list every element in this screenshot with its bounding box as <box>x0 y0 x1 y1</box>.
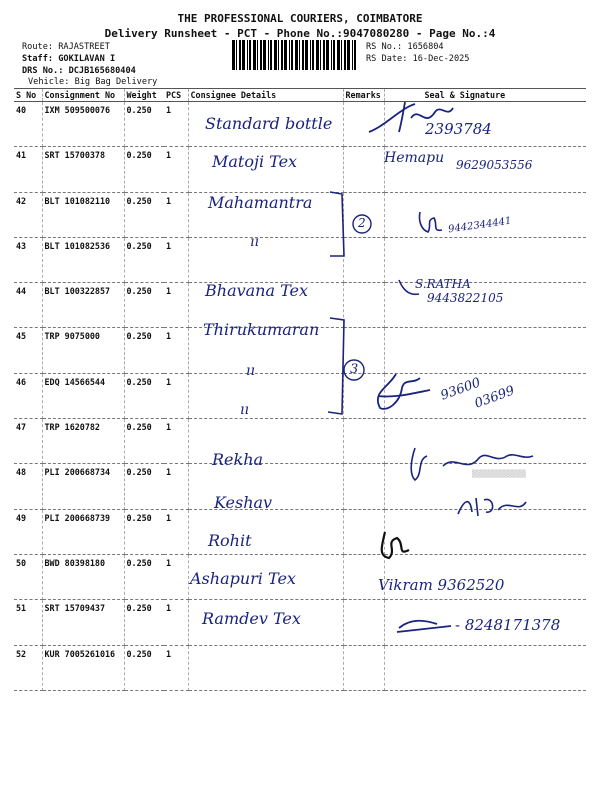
cell-weight: 0.250 <box>124 464 164 509</box>
consignee-40: Standard bottle <box>205 114 333 133</box>
cell-sno: 49 <box>14 509 42 554</box>
company-title: THE PROFESSIONAL COURIERS, COIMBATORE <box>177 12 423 25</box>
rs-date: RS Date: 16-Dec-2025 <box>366 54 470 64</box>
cell-pcs: 1 <box>164 237 188 282</box>
consignee-43: ıı <box>250 234 259 250</box>
col-seal: Seal & Signature <box>384 89 586 102</box>
cell-sno: 43 <box>14 237 42 282</box>
drs-label: DRS No.: DCJB165680404 <box>22 66 136 76</box>
rs-number: RS No.: 1656804 <box>366 42 444 52</box>
cell-consignment: TRP 9075000 <box>42 328 124 373</box>
cell-consignment: SRT 15709437 <box>42 600 124 645</box>
signature-46-phone-b: 03699 <box>472 383 517 412</box>
cell-weight: 0.250 <box>124 373 164 418</box>
signature-49 <box>450 490 530 520</box>
signature-44-name: S.RATHA <box>415 277 471 291</box>
cell-pcs: 1 <box>164 645 188 690</box>
cell-weight: 0.250 <box>124 328 164 373</box>
table-header <box>14 89 586 102</box>
cell-remarks <box>343 600 384 645</box>
cell-pcs: 1 <box>164 328 188 373</box>
cell-pcs: 1 <box>164 147 188 192</box>
cell-sno: 48 <box>14 464 42 509</box>
table-row <box>14 237 586 282</box>
signature-51: Vikram 9362520 <box>378 576 505 594</box>
cell-consignment: SRT 15700378 <box>42 147 124 192</box>
cell-pcs: 1 <box>164 373 188 418</box>
cell-pcs: 1 <box>164 102 188 147</box>
cell-consignment: BWD 80398180 <box>42 554 124 599</box>
cell-sno: 45 <box>14 328 42 373</box>
cell-weight: 0.250 <box>124 419 164 464</box>
signature-46 <box>370 368 440 418</box>
signature-52-mark <box>395 614 455 638</box>
col-remarks: Remarks <box>343 89 384 102</box>
signature-41-name: Hemapu <box>384 150 445 166</box>
cell-sno: 44 <box>14 283 42 328</box>
cell-seal <box>384 328 586 373</box>
col-consignee: Consignee Details <box>188 89 343 102</box>
cell-weight: 0.250 <box>124 102 164 147</box>
cell-sno: 47 <box>14 419 42 464</box>
signature-44-phone: 9443822105 <box>427 291 504 305</box>
consignee-41: Matoji Tex <box>212 152 298 171</box>
cell-sno: 46 <box>14 373 42 418</box>
cell-pcs: 1 <box>164 464 188 509</box>
group-number-1: 2 <box>358 216 366 230</box>
consignee-47: ıı <box>240 402 249 418</box>
cell-consignment: BLT 101082536 <box>42 237 124 282</box>
cell-consignee <box>188 645 343 690</box>
cell-weight: 0.250 <box>124 237 164 282</box>
cell-sno: 40 <box>14 102 42 147</box>
cell-weight: 0.250 <box>124 192 164 237</box>
cell-pcs: 1 <box>164 192 188 237</box>
cell-pcs: 1 <box>164 283 188 328</box>
col-weight: Weight <box>124 89 164 102</box>
barcode-image <box>232 40 360 70</box>
cell-pcs: 1 <box>164 509 188 554</box>
cell-consignment: BLT 101082110 <box>42 192 124 237</box>
signature-43-phone: 9442344441 <box>447 215 513 236</box>
staff-label: Staff: GOKILAVAN I <box>22 54 116 64</box>
consignee-52: Ramdev Tex <box>202 609 301 628</box>
cell-remarks <box>343 419 384 464</box>
cell-sno: 41 <box>14 147 42 192</box>
cell-pcs: 1 <box>164 419 188 464</box>
cell-pcs: 1 <box>164 554 188 599</box>
cell-remarks <box>343 645 384 690</box>
cell-weight: 0.250 <box>124 283 164 328</box>
cell-weight: 0.250 <box>124 645 164 690</box>
table-row <box>14 645 586 690</box>
cell-remarks <box>343 464 384 509</box>
consignee-42: Mahamantra <box>208 193 313 212</box>
cell-pcs: 1 <box>164 600 188 645</box>
cell-seal <box>384 645 586 690</box>
signature-40-phone: 2393784 <box>425 120 492 138</box>
cell-sno: 51 <box>14 600 42 645</box>
group-number-2: 3 <box>350 362 359 377</box>
group-bracket-1 <box>320 186 380 266</box>
cell-weight: 0.250 <box>124 600 164 645</box>
cell-consignment: PLI 200668734 <box>42 464 124 509</box>
cell-sno: 42 <box>14 192 42 237</box>
signature-42 <box>412 206 452 240</box>
consignee-50: Rohit <box>208 531 252 550</box>
vehicle-label: Vehicle: Big Bag Delivery <box>28 77 158 87</box>
col-pcs: PCS <box>164 89 188 102</box>
runsheet-title: Delivery Runsheet - PCT - Phone No.:9047080280 - Page No.:4 <box>104 27 496 40</box>
group-bracket-2 <box>318 312 378 422</box>
consignee-46: ıı <box>246 363 255 379</box>
signature-41-phone: 9629053556 <box>456 158 533 172</box>
consignee-51: Ashapuri Tex <box>190 569 296 588</box>
cell-consignment: TRP 1620782 <box>42 419 124 464</box>
cell-sno: 52 <box>14 645 42 690</box>
consignee-44: Bhavana Tex <box>205 281 309 300</box>
cell-consignment: EDQ 14566544 <box>42 373 124 418</box>
cell-weight: 0.250 <box>124 147 164 192</box>
col-sno: S No <box>14 89 42 102</box>
route-label: Route: RAJASTREET <box>22 42 110 52</box>
signature-46-phone-a: 93600 <box>438 375 483 404</box>
cell-consignment: PLI 200668739 <box>42 509 124 554</box>
cell-sno: 50 <box>14 554 42 599</box>
signature-50 <box>375 528 415 562</box>
stamp-48: ▒▒▒▒▒▒▒▒▒▒ <box>472 470 526 478</box>
cell-consignment: BLT 100322857 <box>42 283 124 328</box>
signature-52-phone: - 8248171378 <box>455 616 561 634</box>
cell-weight: 0.250 <box>124 509 164 554</box>
cell-consignment: KUR 7005261016 <box>42 645 124 690</box>
cell-weight: 0.250 <box>124 554 164 599</box>
col-consignment: Consignment No <box>42 89 124 102</box>
consignee-49: Keshav <box>214 493 273 512</box>
signature-48 <box>395 444 545 484</box>
consignee-45: Thirukumaran <box>203 320 320 339</box>
consignee-48: Rekha <box>212 450 264 469</box>
cell-consignment: IXM 509500076 <box>42 102 124 147</box>
